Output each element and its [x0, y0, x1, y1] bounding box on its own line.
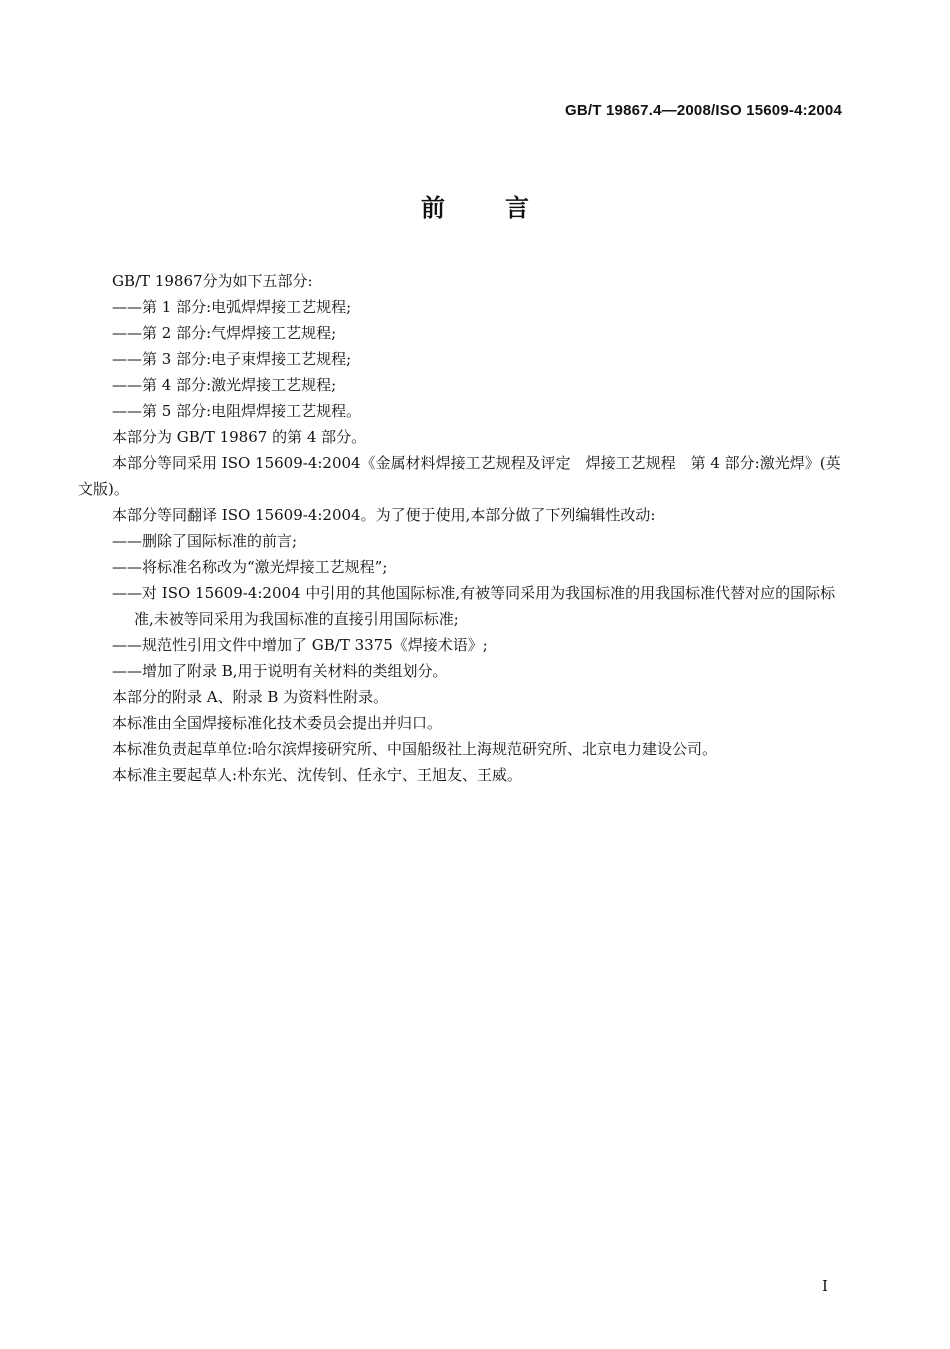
list-item: ——第 4 部分:激光焊接工艺规程;	[112, 376, 337, 394]
page-number: I	[822, 1277, 828, 1295]
list-item: ——第 1 部分:电弧焊焊接工艺规程;	[112, 298, 352, 316]
paragraph: 本标准负责起草单位:哈尔滨焊接研究所、中国船级社上海规范研究所、北京电力建设公司。	[112, 740, 718, 758]
paragraph: 本部分为 GB/T 19867 的第 4 部分。	[112, 428, 367, 446]
paragraph: 本标准主要起草人:朴东光、沈传钊、任永宁、王旭友、王威。	[112, 766, 523, 784]
paragraph: 本部分的附录 A、附录 B 为资料性附录。	[112, 688, 389, 706]
paragraph: 本部分等同翻译 ISO 15609-4:2004。为了便于使用,本部分做了下列编辑性改动:	[112, 506, 656, 524]
list-item: ——规范性引用文件中增加了 GB/T 3375《焊接术语》;	[112, 636, 488, 654]
list-item: ——第 2 部分:气焊焊接工艺规程;	[112, 324, 337, 342]
list-item: ——第 3 部分:电子束焊接工艺规程;	[112, 350, 352, 368]
paragraph: GB/T 19867分为如下五部分:	[112, 272, 313, 290]
list-item: ——第 5 部分:电阻焊焊接工艺规程。	[112, 402, 362, 420]
list-item: ——增加了附录 B,用于说明有关材料的类组划分。	[112, 662, 448, 680]
list-item: ——对 ISO 15609-4:2004 中引用的其他国际标准,有被等同采用为我国标准的用我国标准代替对应的国际标准,未被等同采用为我国标准的直接引用国际标准;	[112, 584, 836, 628]
foreword-body	[78, 268, 848, 788]
list-item: ——将标准名称改为“激光焊接工艺规程”;	[112, 558, 388, 576]
standard-code-header: GB/T 19867.4—2008/ISO 15609-4:2004	[565, 102, 842, 119]
list-item: ——删除了国际标准的前言;	[112, 532, 298, 550]
paragraph: 本标准由全国焊接标准化技术委员会提出并归口。	[112, 714, 443, 732]
paragraph: 本部分等同采用 ISO 15609-4:2004《金属材料焊接工艺规程及评定 焊接工艺规程 第 4 部分:激光焊》(英文版)。	[78, 454, 841, 498]
page-title: 前言	[421, 193, 589, 222]
